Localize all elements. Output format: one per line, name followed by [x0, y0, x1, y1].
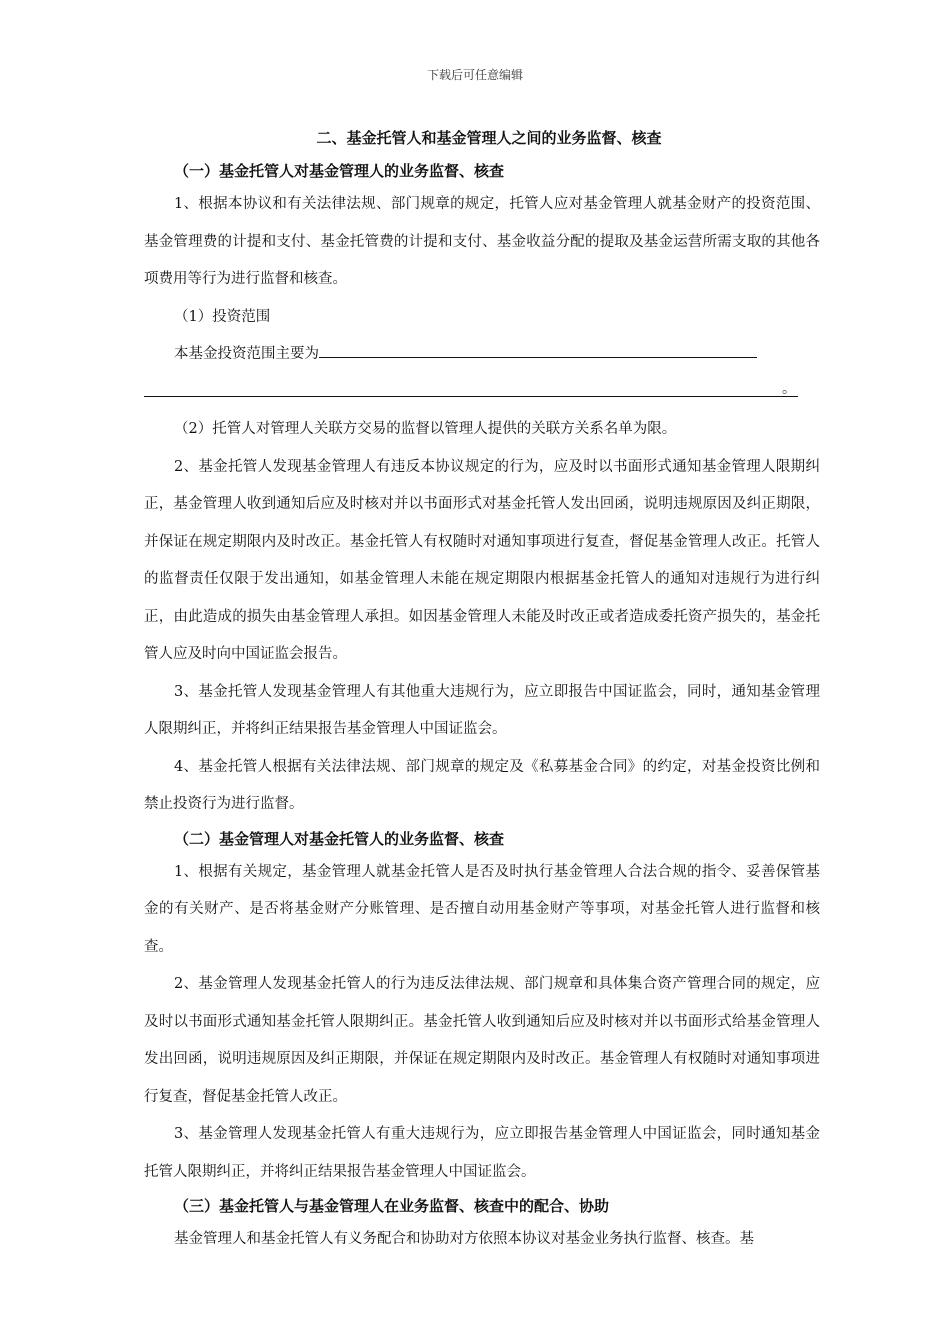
fill-in-blank[interactable]: [319, 341, 757, 358]
fill-in-line[interactable]: [144, 374, 820, 412]
paragraph-1-4: 4、基金托管人根据有关法律法规、部门规章的规定及《私募基金合同》的约定，对基金投资比例和禁止投资行为进行监督。: [144, 758, 820, 812]
paragraph-1-1: 1、根据本协议和有关法律法规、部门规章的规定，托管人应对基金管理人就基金财产的投资范围、基金管理费的计提和支付、基金托管费的计提和支付、基金收益分配的提取及基金运营所需支取的其他各项费用等行为进行监督和核查。: [144, 196, 820, 287]
investment-scope-label: 本基金投资范围主要为: [174, 346, 319, 362]
section-title: 二、基金托管人和基金管理人之间的业务监督、核查: [316, 129, 662, 147]
paragraph-1-3: 3、基金托管人发现基金管理人有其他重大违规行为，应立即报告中国证监会，同时，通知基金管理人限期纠正，并将纠正结果报告基金管理人中国证监会。: [144, 683, 820, 737]
subsection-title-3: （三）基金托管人与基金管理人在业务监督、核查中的配合、协助: [174, 1197, 610, 1215]
paragraph-2-2: 2、基金管理人发现基金托管人的行为违反法律法规、部门规章和具体集合资产管理合同的规定，应及时以书面形式通知基金托管人限期纠正。基金托管人收到通知后应及时核对并以书面形式给基金管理人发出回函，说明违规原因及纠正期限，并保证在规定期限内及时改正。基金管理人有权随时对通知事项进行复查，督促基金托管人改正。: [144, 976, 820, 1105]
investment-scope-row: [144, 336, 820, 374]
period-mark: 。: [782, 380, 796, 397]
paragraph-2-3: 3、基金管理人发现基金托管人有重大违规行为，应立即报告基金管理人中国证监会，同时通知基金托管人限期纠正，并将纠正结果报告基金管理人中国证监会。: [144, 1126, 820, 1180]
item-investment-scope: （1）投资范围: [174, 308, 271, 325]
subsection-title-1: （一）基金托管人对基金管理人的业务监督、核查: [174, 162, 505, 180]
subsection-title-2: （二）基金管理人对基金托管人的业务监督、核查: [174, 829, 505, 848]
underline: [144, 396, 798, 397]
paragraph-1-2: 2、基金托管人发现基金管理人有违反本协议规定的行为，应及时以书面形式通知基金管理人限期纠正，基金管理人收到通知后应及时核对并以书面形式对基金托管人发出回函，说明违规原因及纠正期限，并保证在规定期限内及时改正。基金托管人有权随时对通知事项进行复查，督促基金管理人改正。托管人的监督责任仅限于发出通知，如基金管理人未能在规定期限内根据基金托管人的通知对违规行为进行纠正，由此造成的损失由基金管理人承担。如因基金管理人未能及时改正或者造成委托资产损失的，基金托管人应及时向中国证监会报告。: [144, 458, 820, 662]
header-note: 下载后可任意编辑: [426, 68, 523, 82]
paragraph-2-1: 1、根据有关规定，基金管理人就基金托管人是否及时执行基金管理人合法合规的指令、妥善保管基金的有关财产、是否将基金财产分账管理、是否擅自动用基金财产等事项，对基金托管人进行监督和核查。: [144, 863, 820, 955]
document-body: [144, 124, 820, 1259]
paragraph-3-1: 基金管理人和基金托管人有义务配合和协助对方依照本协议对基金业务执行监督、核查。基: [174, 1231, 754, 1247]
item-related-party: （2）托管人对管理人关联方交易的监督以管理人提供的关联方关系名单为限。: [174, 421, 677, 437]
